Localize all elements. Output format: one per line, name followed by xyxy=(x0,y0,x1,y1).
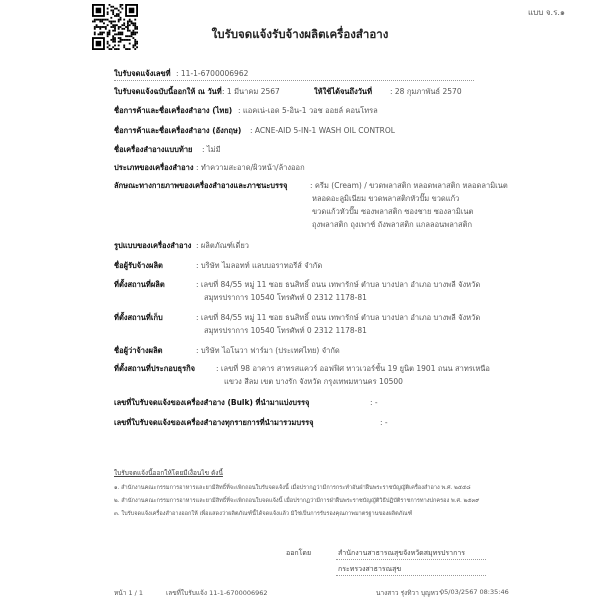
contractor-row xyxy=(114,345,340,357)
hirer-value: : บริษัท ไมลอทท์ แลบบอราทอรีส์ จำกัด xyxy=(196,261,323,270)
storage-row xyxy=(114,312,481,324)
valid-row xyxy=(314,86,462,98)
page-number: หน้า 1 / 1 xyxy=(114,589,144,597)
product-form-row xyxy=(114,240,249,252)
divider xyxy=(114,80,474,81)
note-line-3: ๓. ใบรับจดแจ้งเครื่องสำอางออกให้ เพื่อแสดงว่าผลิตภัณฑ์นี้ได้จดแจ้งแล้ว มิใช่เป็นการรับรองคุณภาพมาตรฐานของผลิตภัณฑ์ xyxy=(114,511,413,517)
factory-row xyxy=(114,279,481,291)
notif-no-row xyxy=(114,68,249,80)
storage-value-1: : เลขที่ 84/55 หมู่ 11 ซอย ธนสิทธิ์ ถนน เทพารักษ์ ตำบล บางปลา อำเภอ บางพลี จังหวัด xyxy=(196,313,481,322)
lastname-row xyxy=(114,144,221,156)
notif-no-label: ใบรับจดแจ้งเลขที่ xyxy=(114,69,171,78)
physical-value-1: : ครีม (Cream) / ขวดพลาสติก หลอดพลาสติก หลอดลามิเนต xyxy=(310,181,508,190)
valid-date: : 28 กุมภาพันธ์ 2570 xyxy=(390,87,462,96)
office-value-2: แขวง สีลม เขต บางรัก จังหวัด กรุงเทพมหานคร 10500 xyxy=(224,377,403,386)
notif-no-value: : 11-1-6700006962 xyxy=(176,69,249,78)
product-form-value: : ผลิตภัณฑ์เดี่ยว xyxy=(196,241,249,250)
name-en-label: ชื่อการค้าและชื่อเครื่องสำอาง (อังกฤษ) xyxy=(114,126,242,135)
form-code: แบบ จ.ร.๑ xyxy=(528,8,566,17)
office-value-1: : เลขที่ 98 อาคาร สาทรสแควร์ ออฟฟิศ ทาวเวอร์ชั้น 19 ยูนิต 1901 ถนน สาทรเหนือ xyxy=(216,364,490,373)
issue-row xyxy=(114,86,280,98)
physical-row xyxy=(114,180,508,192)
name-th-label: ชื่อการค้าและชื่อเครื่องสำอาง (ไทย) xyxy=(114,106,233,115)
factory-value-1: : เลขที่ 84/55 หมู่ 11 ซอย ธนสิทธิ์ ถนน เทพารักษ์ ตำบล บางปลา อำเภอ บางพลี จังหวัด xyxy=(196,280,481,289)
all-value: : - xyxy=(380,418,388,427)
all-label: เลขที่ใบรับจดแจ้งของเครื่องสำอางทุกรายการที่นำมารวมบรรจุ xyxy=(114,418,314,427)
physical-value-4: ถุงพลาสติก ถุงเพาช์ ถังพลาสติก แกลลอนพลาสติก xyxy=(312,220,472,229)
type-label: ประเภทของเครื่องสำอาง xyxy=(114,163,194,172)
hirer-row xyxy=(114,260,323,272)
type-value: : ทำความสะอาด/ผิวหน้า/ล้างออก xyxy=(196,163,305,172)
physical-value-3: ขวดแก้วหัวปั๊ม ซองพลาสติก ซองชาย ซองลามิเนต xyxy=(312,207,474,216)
lastname-label: ชื่อเครื่องสำอางแบบท้าย xyxy=(114,145,193,154)
factory-label: ที่ตั้งสถานที่ผลิต xyxy=(114,280,165,289)
issued-by-label: ออกโดย xyxy=(286,549,312,557)
factory-value-2: สมุทรปราการ 10540 โทรศัพท์ 0 2312 1178-81 xyxy=(204,293,367,302)
name-th-value: : แอคเน่-เอด 5-อิน-1 วอช ออยล์ คอนโทรล xyxy=(238,106,378,115)
issue-label: ใบรับจดแจ้งฉบับนี้ออกให้ ณ วันที่ xyxy=(114,87,222,96)
note-line-2: ๒. สำนักงานคณะกรรมการอาหารและยามีสิทธิ์ที่จะเพิกถอนใบจดแจ้งนี้ เมื่อปรากฏว่ามีการฝ่าฝืนพระราชบัญญัติวิธีปฏิบัติราชการทางปกครอง พ.ศ. ๒๕๓๙ xyxy=(114,498,480,504)
physical-value-2: หลอดอะลูมิเนียม ขวดพลาสติกหัวปั๊ม ขวดแก้ว xyxy=(312,194,460,203)
type-row xyxy=(114,162,305,174)
hirer-label: ชื่อผู้รับจ้างผลิต xyxy=(114,261,163,270)
bulk-value: : - xyxy=(370,398,378,407)
valid-label: ให้ใช้ได้จนถึงวันที่ xyxy=(314,87,373,96)
issue-date: : 1 มีนาคม 2567 xyxy=(222,87,280,96)
agency-name: สำนักงานสาธารณสุขจังหวัดสมุทรปราการ xyxy=(338,549,466,557)
lastname-value: : ไม่มี xyxy=(202,145,221,154)
contractor-value: : บริษัท ไอโนวา ฟาร์มา (ประเทศไทย) จำกัด xyxy=(196,346,340,355)
storage-label: ที่ตั้งสถานที่เก็บ xyxy=(114,313,163,322)
document-title: ใบรับจดแจ้งรับจ้างผลิตเครื่องสำอาง xyxy=(211,27,389,41)
officer-name: นางสาว รุ่งทิวา บุญหวา xyxy=(376,589,443,597)
office-row xyxy=(114,363,490,375)
office-label: ที่ตั้งสถานที่ประกอบธุรกิจ xyxy=(114,364,196,373)
bulk-label: เลขที่ใบรับจดแจ้งของเครื่องสำอาง (Bulk) ที่นำมาแบ่งบรรจุ xyxy=(114,398,310,407)
footer-timestamp: 05/03/2567 08:35:46 xyxy=(440,588,509,596)
ministry-divider xyxy=(336,575,486,576)
name-en-value: : ACNE-AID 5-IN-1 WASH OIL CONTROL xyxy=(250,126,395,135)
bulk-row xyxy=(114,397,378,409)
agency-divider xyxy=(336,559,486,560)
name-en-row xyxy=(114,125,395,137)
ministry-name: กระทรวงสาธารณสุข xyxy=(338,565,402,573)
contractor-label: ชื่อผู้ว่าจ้างผลิต xyxy=(114,346,163,355)
all-row xyxy=(114,417,388,429)
product-form-label: รูปแบบของเครื่องสำอาง xyxy=(114,241,192,250)
notes-title: ใบรับจดแจ้งนี้ออกให้โดยมีเงื่อนไข ดังนี้ xyxy=(114,469,223,477)
name-th-row xyxy=(114,105,378,117)
footer-ref: เลขที่ใบรับแจ้ง 11-1-6700006962 xyxy=(166,589,268,597)
physical-label: ลักษณะทางกายภาพของเครื่องสำอางและภาชนะบรรจุ xyxy=(114,181,288,190)
note-line-1: ๑. สำนักงานคณะกรรมการอาหารและยามีสิทธิ์ที่จะเพิกถอนใบรับจดแจ้งนี้ เมื่อปรากฏว่ามีการกระทำอันฝ่าฝืนพระราชบัญญัติเครื่องสำอาง พ.ศ. ๒๕๕๘ xyxy=(114,485,471,491)
storage-value-2: สมุทรปราการ 10540 โทรศัพท์ 0 2312 1178-81 xyxy=(204,326,367,335)
